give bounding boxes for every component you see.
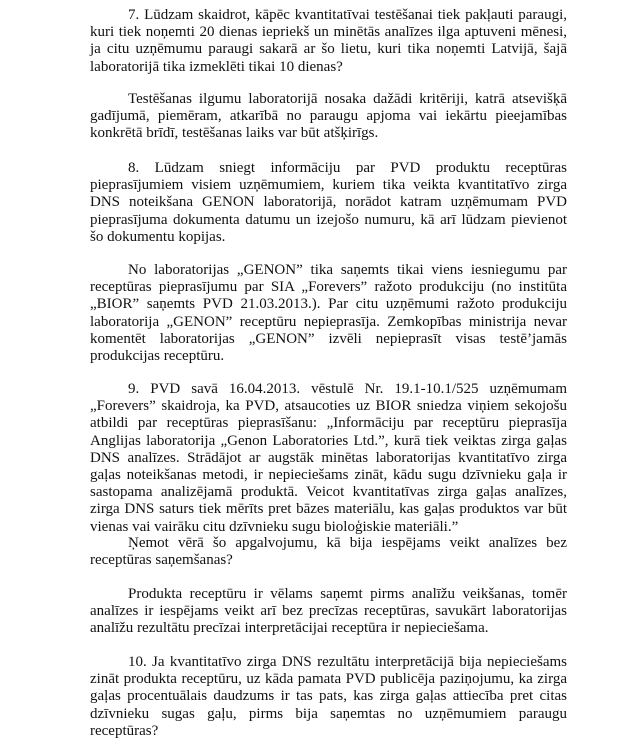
- answer-7: Testēšanas ilgumu laboratorijā nosaka dažādi kritēriji, katrā atsevišķā gadījumā, piemēram, atkarībā no paraugu apjoma vai iekārtu pieejamības konkrētā brīdī, testēšanas laiks var būt atšķirīgs.: [90, 91, 567, 142]
- answer-9: Produkta receptūru ir vēlams saņemt pirms analīžu veikšanas, tomēr analīzes ir iespējams veikt arī bez precīzas receptūras, savukārt laboratorijas analīžu rezultātu precīzai interpretācijai receptūra ir nepieciešama.: [90, 586, 567, 637]
- question-8: 8. Lūdzam sniegt informāciju par PVD produktu receptūras pieprasījumiem visiem uzņēmumiem, kuriem tika veikta kvantitatīvo zirga DNS noteikšana GENON laboratorijā, norādot katram uzņēmumam PVD pieprasījuma dokumenta datumu un izejošo numuru, kā arī lūdzam pievienot šo dokumentu kopijas.: [90, 160, 567, 245]
- question-7: 7. Lūdzam skaidrot, kāpēc kvantitatīvai testēšanai tiek pakļauti paraugi, kuri tiek noņemti 20 dienas iepriekš un minētās analīzes ilga aptuveni mēnesi, ja citu uzņēmumu paraugi sakarā ar šo lietu, kuri tika noņemti Latvijā, šajā laboratorijā tika izmeklēti tikai 10 dienas?: [90, 7, 567, 75]
- question-9-followup: Ņemot vērā šo apgalvojumu, kā bija iespējams veikt analīzes bez receptūras saņemšanas?: [90, 535, 567, 569]
- answer-8: No laboratorijas „GENON” tika saņemts tikai viens iesniegumu par receptūras pieprasījumu par SIA „Forevers” ražoto produkciju (no institūta „BIOR” saņemts PVD 21.03.2013.). Par citu uzņēmumi ražoto produkciju laboratorija „GENON” receptūru nepieprasīja. Zemkopības ministrija nevar komentēt laboratorijas „GENON” izvēli nepieprasīt visas testē’jamās produkcijas receptūru.: [90, 262, 567, 365]
- question-10: 10. Ja kvantitatīvo zirga DNS rezultātu interpretācijā bija nepieciešams zināt produkta receptūru, uz kāda pamata PVD publicēja paziņojumu, ka zirga gaļas procentuālais daudzums ir tas pats, kas zirga gaļas attiecība pret citas dzīvnieku sugas gaļu, pirms bija saņemtas no uzņēmumiem paraugu receptūras?: [90, 654, 567, 739]
- question-9: 9. PVD savā 16.04.2013. vēstulē Nr. 19.1-10.1/525 uzņēmumam „Forevers” skaidroja, ka PVD, atsaucoties uz BIOR sniedza viņiem sekojošu atbildi par receptūras pieprasīšanu: „Informāciju par receptūru pieprasīja Anglijas laboratorija „Genon Laboratories Ltd.”, kurā tiek veiktas zirga gaļas DNS analīzes. Strādājot ar augstāk minētas laboratorijas kvantitatīvo zirga gaļas noteikšanas metodi, ir nepieciešams zināt, kādu sugu dzīvnieku gaļa ir sastopama analizējamā produktā. Veicot kvantitatīvas zirga gaļas analīzes, zirga DNS saturs tiek mērīts pret bāzes materiālu, kas gaļas produktos var būt vienas vai vairāku citu dzīvnieku sugu bioloģiskie materiāli.”: [90, 381, 567, 535]
